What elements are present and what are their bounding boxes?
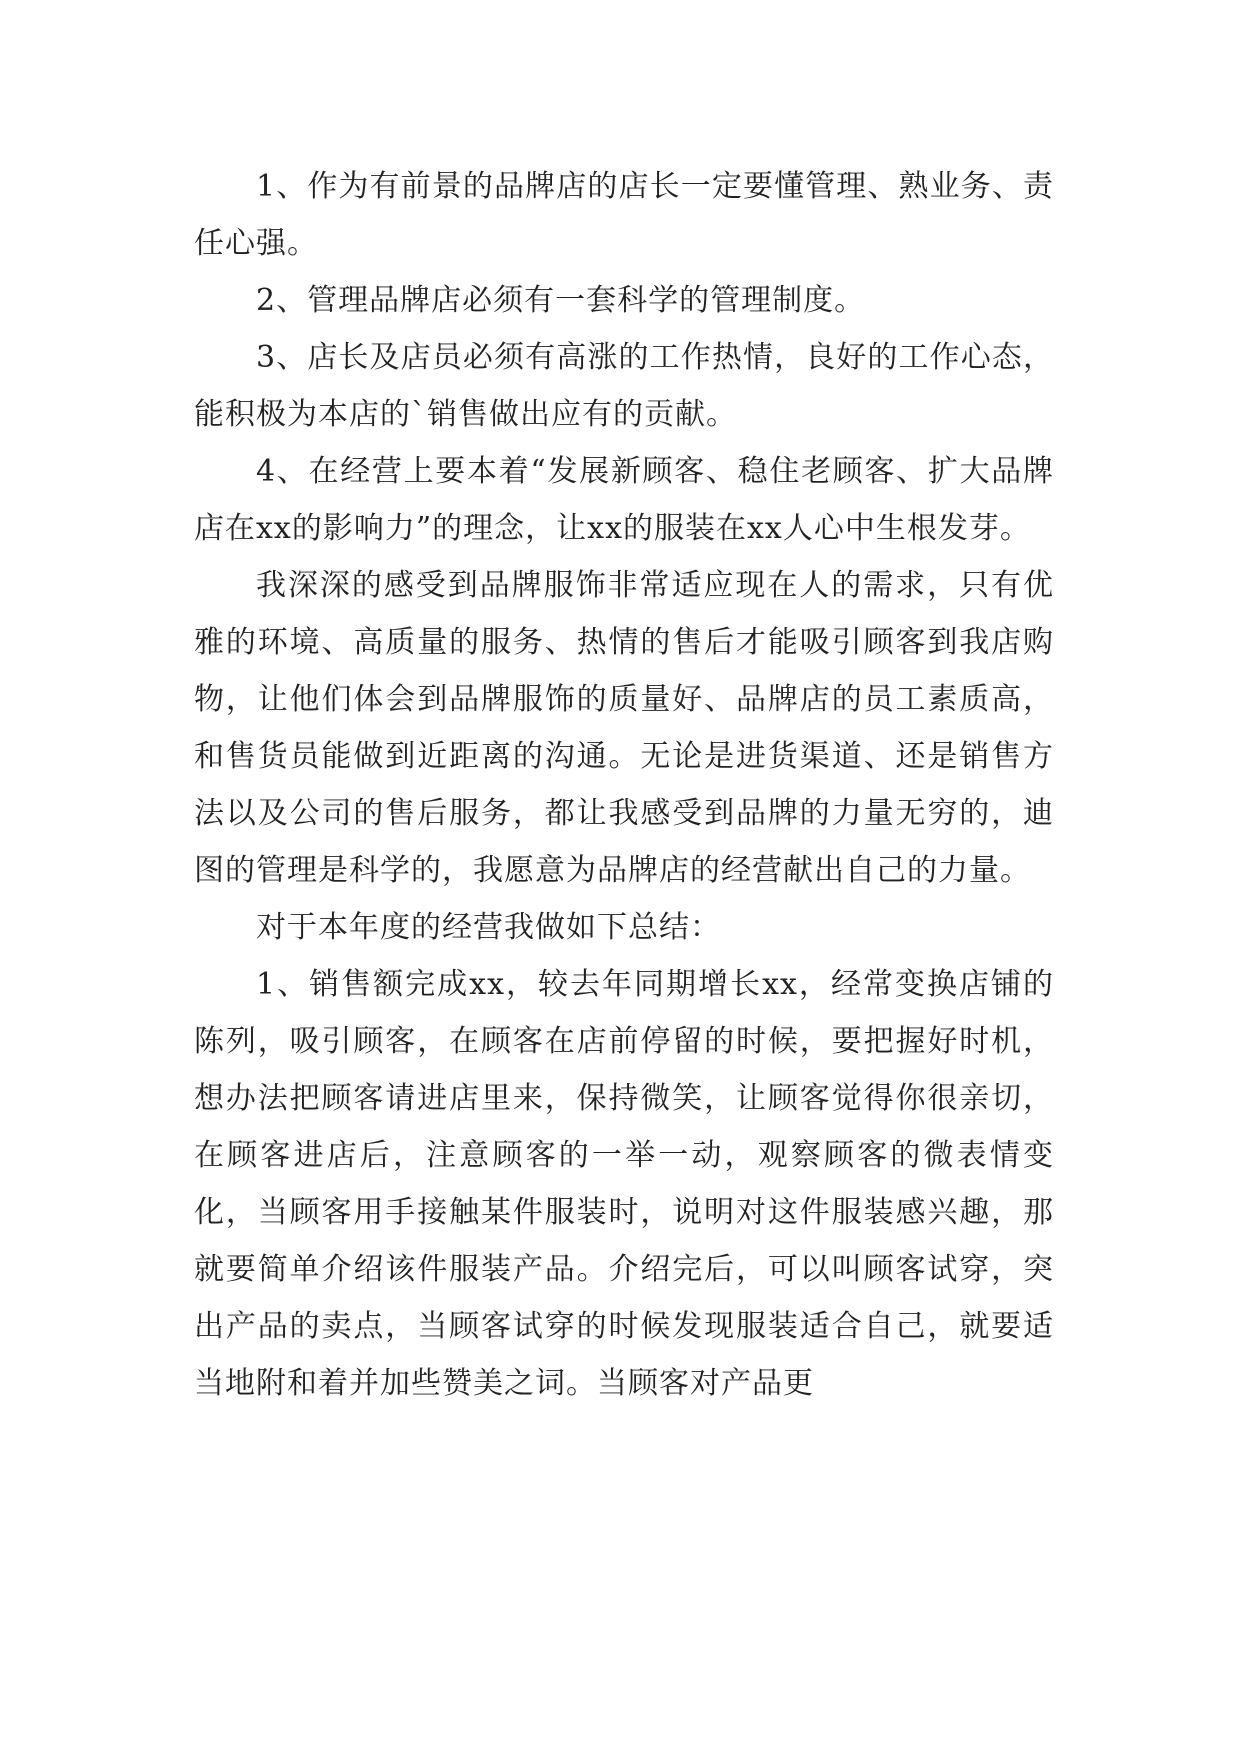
- paragraph-business-philosophy: 4、在经营上要本着“发展新顾客、稳住老顾客、扩大品牌店在xx的影响力”的理念，让xx的服装在xx人心中生根发芽。: [194, 454, 1054, 546]
- paragraph-sales-summary: 1、销售额完成xx，较去年同期增长xx，经常变换店铺的陈列，吸引顾客，在顾客在店前停留的时候，要把握好时机，想办法把顾客请进店里来，保持微笑，让顾客觉得你很亲切，在顾客进店后，注意顾客的一举一动，观察顾客的微表情变化，当顾客用手接触某件服装时，说明对这件服装感兴趣，那就要简单介绍该件服装产品。介绍完后，可以叫顾客试穿，突出产品的卖点，当顾客试穿的时候发现服装适合自己，就要适当地附和着并加些赞美之词。当顾客对产品更: [194, 967, 1054, 1401]
- paragraph-work-enthusiasm: 3、店长及店员必须有高涨的工作热情，良好的工作心态，能积极为本店的`销售做出应有的贡献。: [194, 340, 1054, 432]
- paragraph-management-system: 2、管理品牌店必须有一套科学的管理制度。: [256, 283, 866, 318]
- paragraph-summary-intro: 对于本年度的经营我做如下总结：: [256, 910, 721, 945]
- paragraph-management-requirement: 1、作为有前景的品牌店的店长一定要懂管理、熟业务、责任心强。: [194, 169, 1054, 261]
- document-body: [194, 158, 1054, 1412]
- paragraph-brand-feelings: 我深深的感受到品牌服饰非常适应现在人的需求，只有优雅的环境、高质量的服务、热情的售后才能吸引顾客到我店购物，让他们体会到品牌服饰的质量好、品牌店的员工素质高，和售货员能做到近距离的沟通。无论是进货渠道、还是销售方法以及公司的售后服务，都让我感受到品牌的力量无穷的，迪图的管理是科学的，我愿意为品牌店的经营献出自己的力量。: [194, 568, 1054, 888]
